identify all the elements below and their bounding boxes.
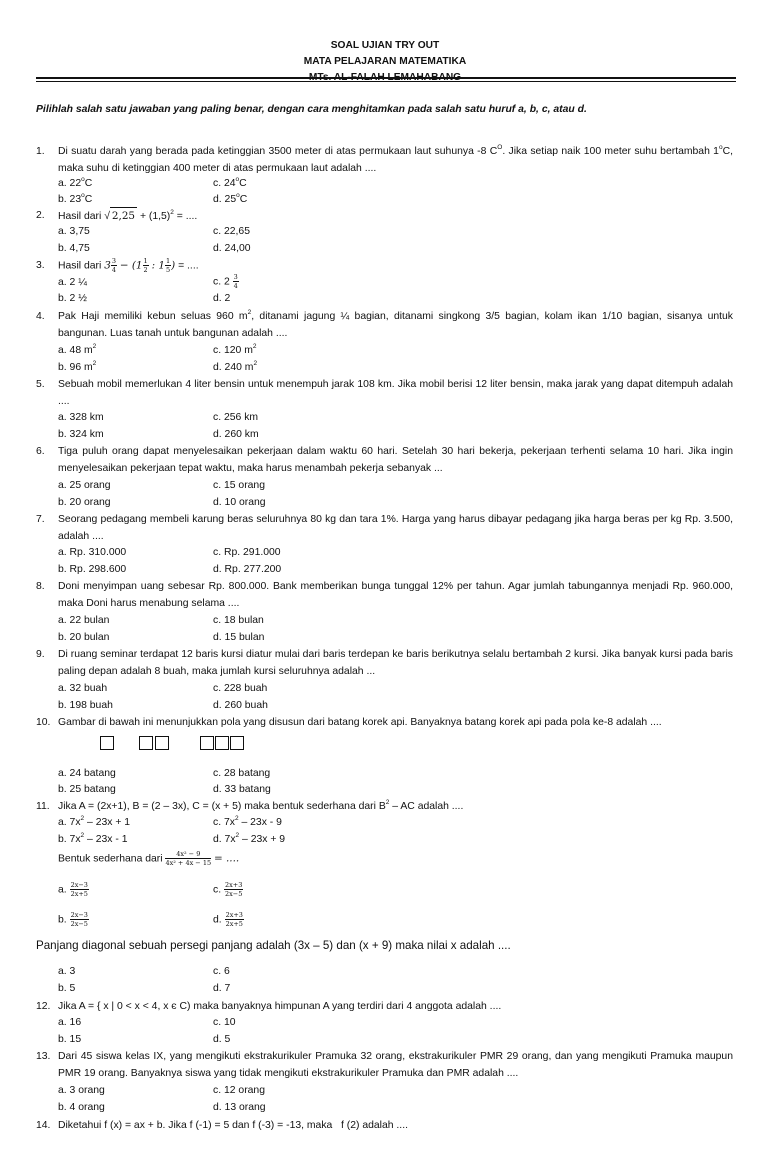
option-6a[interactable]: a. 25 orang (58, 480, 111, 491)
option-11d[interactable]: d. $7x^2 - 23x + 9$ (213, 832, 286, 845)
option-2a[interactable]: a. 3,75 (58, 226, 90, 237)
option-7a[interactable]: a. Rp. 310.000 (58, 547, 127, 558)
option-11c-a[interactable]: a. 3 (58, 966, 76, 977)
option-4d[interactable]: d. 240 $m^2$ (213, 360, 258, 373)
question-10: 10. Gambar di bawah ini menunjukkan pola yang disusun dari batang korek api. Banyaknya batang korek api pada pola ke-8 adalah .... (36, 717, 662, 728)
matchstick-pattern-1 (100, 736, 115, 750)
option-9a[interactable]: a. 32 buah (58, 683, 108, 694)
option-11b-d[interactable]: d. $\frac{2x+3}{2x+5}$ (213, 911, 243, 928)
option-5a[interactable]: a. 328 km (58, 412, 104, 423)
option-9c[interactable]: c. 228 buah (213, 683, 268, 694)
option-2c[interactable]: c. 22,65 (213, 226, 250, 237)
option-8d[interactable]: d. 15 bulan (213, 632, 265, 643)
option-5b[interactable]: b. 324 km (58, 429, 104, 440)
option-5c[interactable]: c. 256 km (213, 412, 259, 423)
option-2b[interactable]: b. 4,75 (58, 243, 90, 254)
option-12a[interactable]: a. 16 (58, 1017, 82, 1028)
question-11b: Bentuk sederhana dari $\frac{\text{4x² − 9}}{\text{4x² + 4x − 15}}$ = .... (58, 850, 240, 867)
option-13b[interactable]: b. 4 orang (58, 1102, 105, 1113)
option-6d[interactable]: d. 10 orang (213, 497, 266, 508)
option-10d[interactable]: d. 33 batang (213, 784, 271, 795)
option-1d[interactable]: d. 25$^o$C (213, 192, 248, 205)
option-13d[interactable]: d. 13 orang (213, 1102, 266, 1113)
option-3c[interactable]: c. 2 $\frac{3}{4}$ (213, 273, 238, 290)
instructions: Pilihlah salah satu jawaban yang paling benar, dengan cara menghitamkan pada salah satu huruf a, b, c, atau d. (36, 104, 587, 115)
option-12c[interactable]: c. 10 (213, 1017, 236, 1028)
option-11a[interactable]: a. $7x^2 - 23x + 1$ (58, 815, 131, 828)
exam-title: SOAL UJIAN TRY OUT (330, 40, 440, 51)
question-12: 12. Jika A = { x | 0 < x < 4, x є C) maka banyaknya himpunan A yang terdiri dari 4 anggota adalah .... (36, 1001, 502, 1012)
option-1b[interactable]: b. 23$^o$C (58, 192, 93, 205)
option-7b[interactable]: b. Rp. 298.600 (58, 564, 127, 575)
option-9b[interactable]: b. 198 buah (58, 700, 113, 711)
question-9: 9. Di ruang seminar terdapat 12 baris kursi diatur mulai dari baris terdepan ke baris berikutnya selalu bertambah 2 kursi. Jika banyak kursi pada baris paling depan adalah 8 buah, maka jumlah kursi seluruhnya adalah ... (36, 649, 733, 677)
option-11c-b[interactable]: b. 5 (58, 983, 76, 994)
option-7c[interactable]: c. Rp. 291.000 (213, 547, 281, 558)
option-8c[interactable]: c. 18 bulan (213, 615, 264, 626)
question-13: 13. Dari 45 siswa kelas IX, yang mengikuti ekstrakurikuler Pramuka 32 orang, ekstrakurikuler PMR 29 orang, dan yang mengikuti Pramuka maupun PMR 19 orang. Banyaknya siswa yang tidak mengikuti ekstrakurikuler Pramuka dan PMR adalah .... (36, 1051, 733, 1079)
option-4b[interactable]: b. 96 $m^2$ (58, 360, 97, 373)
question-8: 8. Doni menyimpan uang sebesar Rp. 800.000. Bank memberikan bunga tunggal 12% per tahun. Agar jumlah tabungannya menjadi Rp. 960.000, maka Doni harus menabung selama .... (36, 581, 733, 609)
option-3d[interactable]: d. 2 (213, 293, 231, 304)
option-12b[interactable]: b. 15 (58, 1034, 82, 1045)
option-10b[interactable]: b. 25 batang (58, 784, 116, 795)
option-12d[interactable]: d. 5 (213, 1034, 231, 1045)
option-11c-c[interactable]: c. 6 (213, 966, 230, 977)
option-6c[interactable]: c. 15 orang (213, 480, 265, 491)
option-5d[interactable]: d. 260 km (213, 429, 259, 440)
header-divider-thin (36, 81, 736, 82)
option-4c[interactable]: c. 120 $m^2$ (213, 343, 257, 356)
question-4: 4. Pak Haji memiliki kebun seluas 960 $m^2$, ditanami jagung ¼ bagian, ditanami singkong 3/5 bagian, kolam ikan 1/10 bagian, sisanya untuk bangunan. Luas tanah untuk bangunan adalah .... (36, 309, 733, 339)
question-14: 14. Diketahui f (x) = ax + b. Jika f (-1) = 5 dan f (-3) = -13, maka f (2) adalah .... (36, 1120, 408, 1131)
question-5: 5. Sebuah mobil memerlukan 4 liter bensin untuk menempuh jarak 108 km. Jika mobil berisi 12 liter bensin, maka jarak yang dapat ditempuh adalah .... (36, 379, 733, 407)
option-8a[interactable]: a. 22 bulan (58, 615, 110, 626)
matchstick-pattern-2 (139, 736, 171, 750)
option-1a[interactable]: a. 22$^o$C (58, 176, 93, 189)
option-9d[interactable]: d. 260 buah (213, 700, 268, 711)
option-10c[interactable]: c. 28 batang (213, 768, 271, 779)
matchstick-pattern-3 (200, 736, 246, 750)
option-4a[interactable]: a. 48 $m^2$ (58, 343, 97, 356)
option-11b-b[interactable]: b. $\frac{2x-3}{2x-5}$ (58, 911, 88, 928)
option-11b-a[interactable]: a. $\frac{2x-3}{2x+5}$ (58, 881, 88, 898)
question-7: 7. Seorang pedagang membeli karung beras seluruhnya 80 kg dan tara 1%. Harga yang harus dibayar pedagang jika harga beras per kg Rp. 3.500, adalah .... (36, 514, 733, 542)
option-6b[interactable]: b. 20 orang (58, 497, 111, 508)
option-1c[interactable]: c. 24$^o$C (213, 176, 247, 189)
question-11: 11. Jika A = (2x+1), B = (2 – 3x), C = (x + 5) maka bentuk sederhana dari $B^2$ – AC adalah .... (36, 799, 464, 812)
header-divider (36, 77, 736, 79)
option-11b[interactable]: b. $7x^2 - 23x - 1$ (58, 832, 128, 845)
option-13a[interactable]: a. 3 orang (58, 1085, 105, 1096)
question-6: 6. Tiga puluh orang dapat menyelesaikan pekerjaan dalam waktu 60 hari. Setelah 30 hari bekerja, pekerjaan terhenti selama 10 hari. Jika ingin menyelesaikan pekerjaan tepat waktu, maka harus menambah pekerja sebanyak ... (36, 446, 733, 474)
option-13c[interactable]: c. 12 orang (213, 1085, 265, 1096)
option-3b[interactable]: b. 2 ½ (58, 293, 87, 304)
option-11c-d[interactable]: d. 7 (213, 983, 231, 994)
question-11c: Panjang diagonal sebuah persegi panjang adalah (3x – 5) dan (x + 9) maka nilai x adalah .... (36, 939, 511, 952)
option-11c[interactable]: c. $7x^2 - 23x - 9$ (213, 815, 282, 828)
option-10a[interactable]: a. 24 batang (58, 768, 116, 779)
option-8b[interactable]: b. 20 bulan (58, 632, 110, 643)
subject-title: MATA PELAJARAN MATEMATIKA (303, 56, 467, 67)
option-11b-c[interactable]: c. $\frac{2x+3}{2x-5}$ (213, 881, 243, 898)
question-3: 3. Hasil dari 3 $\frac{3}{4}$ − (1 $\frac{1}{2}$ : 1 $\frac{1}{5}$ ) = .... (36, 257, 199, 274)
question-2: 2. Hasil dari √ $2,25 + (1,5)^2$ = .... (36, 207, 733, 225)
option-3a[interactable]: a. 2 ¼ (58, 277, 87, 288)
question-1: 1. Di suatu darah yang berada pada ketinggian 3500 meter di atas permukaan laut suhunya -8 $C^O$. Jika setiap naik 100 meter suhu bertambah 1$^o$C, maka suhu di ketinggian 400 meter di atas permukaan laut adalah .... (36, 144, 733, 174)
option-7d[interactable]: d. Rp. 277.200 (213, 564, 282, 575)
option-2d[interactable]: d. 24,00 (213, 243, 251, 254)
